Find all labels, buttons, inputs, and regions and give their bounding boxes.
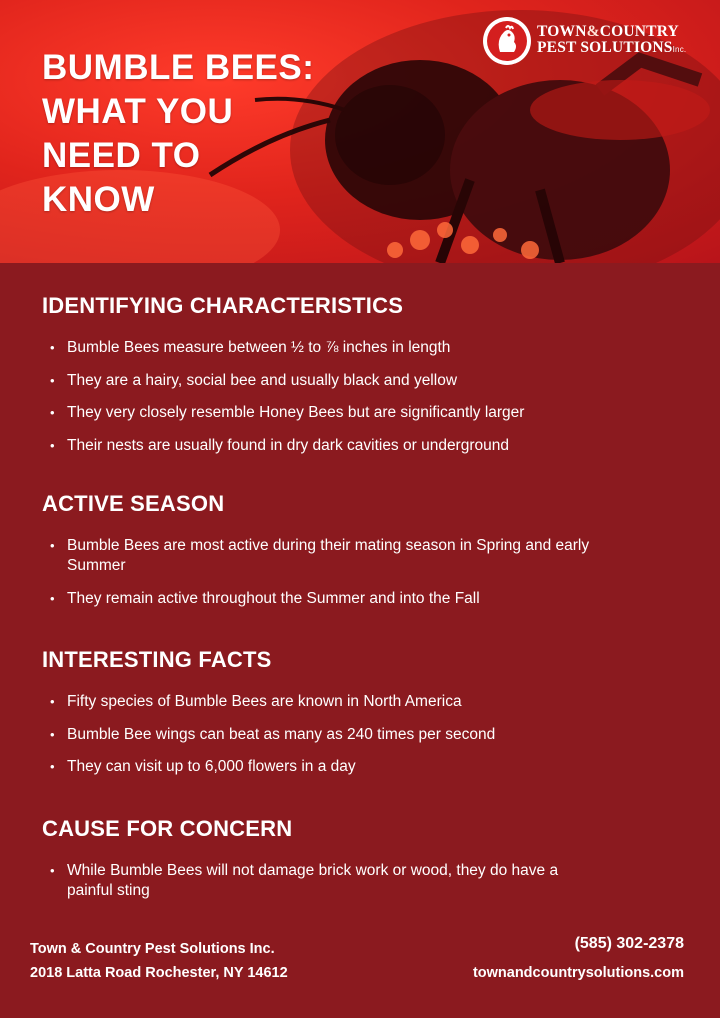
section-identifying-characteristics <box>42 293 682 468</box>
company-logo-text: TOWN&COUNTRY PEST SOLUTIONSInc. <box>537 23 687 56</box>
section-heading: CAUSE FOR CONCERN <box>42 816 293 841</box>
list-item: • Bumble Bee wings can beat as many as 240 times per second <box>42 725 682 745</box>
list-item: • Bumble Bees measure between ½ to ⅞ inches in length <box>42 338 682 358</box>
hero-banner <box>0 0 720 263</box>
section-active-season <box>42 491 682 621</box>
list-item: • They very closely resemble Honey Bees but are significantly larger <box>42 403 682 423</box>
company-logo <box>482 16 702 70</box>
footer-contact-block <box>473 931 684 985</box>
list-item: • Bumble Bees are most active during their mating season in Spring and early Summer <box>42 536 682 576</box>
footer-address-block <box>30 937 288 985</box>
list-item: • Their nests are usually found in dry dark cavities or underground <box>42 436 682 456</box>
section-cause-for-concern <box>42 816 682 914</box>
section-heading: INTERESTING FACTS <box>42 647 272 672</box>
page-title: BUMBLE BEES: WHAT YOU NEED TO KNOW <box>42 48 315 219</box>
section-interesting-facts <box>42 647 682 790</box>
bullet-list <box>42 861 682 901</box>
list-item: • They remain active throughout the Summer and into the Fall <box>42 589 682 609</box>
list-item: • Fifty species of Bumble Bees are known in North America <box>42 692 682 712</box>
list-item: • They can visit up to 6,000 flowers in a day <box>42 757 682 777</box>
rooster-badge-icon <box>482 16 532 66</box>
bullet-list <box>42 536 682 609</box>
company-name: Town & Country Pest Solutions Inc. <box>30 941 275 957</box>
section-heading: ACTIVE SEASON <box>42 491 225 516</box>
section-heading: IDENTIFYING CHARACTERISTICS <box>42 293 404 318</box>
bullet-list <box>42 338 682 456</box>
phone-number[interactable]: (585) 302-2378 <box>574 935 684 952</box>
company-address: 2018 Latta Road Rochester, NY 14612 <box>30 965 288 981</box>
bullet-list <box>42 692 682 777</box>
list-item: • They are a hairy, social bee and usually black and yellow <box>42 371 682 391</box>
website-link[interactable]: townandcountrysolutions.com <box>472 965 684 981</box>
list-item: • While Bumble Bees will not damage brick work or wood, they do have a painful sting <box>42 861 682 901</box>
